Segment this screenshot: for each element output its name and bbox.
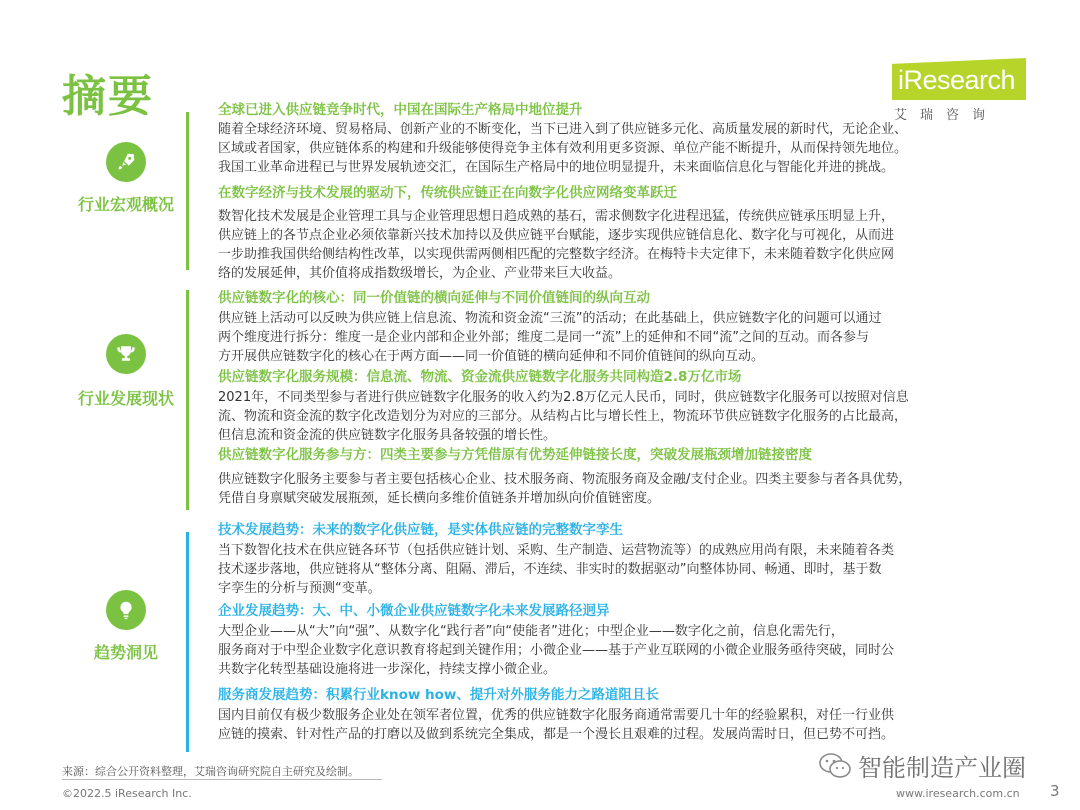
section-divider: [186, 290, 189, 510]
lightbulb-icon: [106, 590, 146, 630]
website-link[interactable]: www.iresearch.com.cn: [896, 787, 1020, 800]
section-body: 当下数智化技术在供应链各环节（包括供应链计划、采购、生产制造、运营物流等）的成熟应用尚有限，未来随着各类 技术逐步落地，供应链将从“整体分离、阻隔、滞后，不连续、非实时的数据驱动”向整体协同、畅通、即时，基于数 字孪生的分析与预测“变革。: [218, 543, 895, 596]
section-body: 供应链上活动可以反映为供应链上信息流、物流和资金流“三流”的活动；在此基础上，供应链数字化的问题可以通过 两个维度进行拆分：维度一是企业内部和企业外部；维度二是同一“流”上的延伸和不同“流”之间的互动。而各参与 方开展供应链数字化的核心在于两方面——同一价值链的横向延伸和不同价值链间的纵向互动。: [218, 311, 882, 364]
section-heading: 供应链数字化的核心：同一价值链的横向延伸与不同价值链间的纵向互动: [218, 290, 650, 306]
section-technology-trend: [218, 520, 1026, 598]
section-global-competition: [218, 100, 1026, 177]
section-body: 随着全球经济环境、贸易格局、创新产业的不断变化，当下已进入到了供应链多元化、高质量发展的新时代，无论企业、 区域或者国家，供应链体系的构建和升级能够使得竞争主体有效利用更多资源、单位产能不断提升，从而保持领先地位。 我国工业革命进程已与世界发展轨迹交汇，在国际生产格局中的地位明显提升，未来面临信息化与智能化并进的挑战。: [218, 122, 908, 175]
section-service-provider-trend: [218, 685, 1026, 744]
source-note: 来源：综合公开资料整理，艾瑞咨询研究院自主研究及绘制。: [62, 765, 359, 778]
category-label: 趋势洞见: [93, 643, 158, 662]
section-body: 数智化技术发展是企业管理工具与企业管理思想日趋成熟的基石，需求侧数字化进程迅猛，传统供应链承压明显上升， 供应链上的各节点企业必须依靠新兴技术加持以及供应链平台赋能，逐步实现供应链信息化、数字化与可视化，从而进 一步助推我国供给侧结构性改革，以实现供需两侧相匹配的完整数字经济。在梅特卡夫定律下，未来随着数字化供应网 络的发展延伸，其价值将成指数级增长，为企业、产业带来巨大收益。: [218, 209, 895, 281]
section-digital-transformation: [218, 183, 1026, 283]
category-trend-insights: [62, 590, 190, 690]
rocket-icon: [106, 142, 146, 182]
section-core-of-digitalization: [218, 288, 1026, 366]
section-heading: 供应链数字化服务规模：信息流、物流、资金流供应链数字化服务共同构造2.8万亿市场: [218, 369, 742, 385]
watermark: [818, 748, 1026, 783]
section-divider: [186, 532, 189, 752]
section-heading: 企业发展趋势：大、中、小微企业供应链数字化未来发展路径迥异: [218, 603, 610, 619]
section-body: 国内目前仅有极少数服务企业处在领军者位置，优秀的供应链数字化服务商通常需要几十年的经验累积，对任一行业供 应链的摸索、针对性产品的打磨以及做到系统完全集成，都是一个漫长且艰难的过程。发展尚需时日，但已势不可挡。: [218, 708, 895, 742]
section-enterprise-trend: [218, 601, 1026, 679]
page-title: 摘要: [62, 71, 154, 122]
section-heading: 在数字经济与技术发展的驱动下，传统供应链正在向数字化供应网络变革跃迁: [218, 185, 677, 201]
section-body: 供应链数字化服务主要参与者主要包括核心企业、技术服务商、物流服务商及金融/支付企业。四类主要参与者各具优势， 凭借自身禀赋突破发展瓶颈，延长横向多维价值链条并增加纵向价值链密度。: [218, 472, 912, 506]
section-heading: 全球已进入供应链竞争时代，中国在国际生产格局中地位提升: [218, 102, 583, 118]
category-macro-overview: [62, 140, 190, 240]
section-divider: [186, 112, 189, 270]
wechat-icon: [818, 752, 852, 780]
category-current-status: [62, 334, 190, 434]
watermark-text: 智能制造产业圈: [858, 754, 1026, 782]
category-label: 行业发展现状: [77, 389, 174, 408]
logo-text: iResearch: [898, 65, 1016, 95]
section-heading: 供应链数字化服务参与方：四类主要参与方凭借原有优势延伸链接长度，突破发展瓶颈增加链接密度: [218, 447, 812, 463]
trophy-icon: [106, 334, 146, 374]
section-service-scale: [218, 367, 1026, 445]
section-body: 2021年，不同类型参与者进行供应链数字化服务的收入约为2.8万亿元人民币，同时，供应链数字化服务可以按照对信息 流、物流和资金流的数字化改造划分为对应的三部分。从结构占比与增长性上，物流环节供应链数字化服务的占比最高， 但信息流和资金流的供应链数字化服务具备较强的增长性。: [218, 390, 909, 443]
source-divider: [62, 779, 382, 780]
section-heading: 技术发展趋势：未来的数字化供应链，是实体供应链的完整数字孪生: [218, 522, 623, 538]
section-body: 大型企业——从“大”向“强”、从数字化“践行者”向“使能者”进化；中型企业——数字化之前，信息化需先行， 服务商对于中型企业数字化意识教育将起到关键作用；小微企业——基于产业互联网的小微企业服务亟待突破，同时公 共数字化转型基础设施将进一步深化，持续支撑小微企业。: [218, 624, 895, 677]
section-service-participants: [218, 445, 1026, 508]
logo-subtitle: 艾瑞咨询: [894, 108, 999, 123]
page-number: 3: [1050, 782, 1060, 800]
section-heading: 服务商发展趋势：积累行业know how、提升对外服务能力之路道阻且长: [218, 687, 659, 703]
category-label: 行业宏观概况: [77, 195, 174, 214]
copyright: ©2022.5 iResearch Inc.: [62, 787, 192, 800]
